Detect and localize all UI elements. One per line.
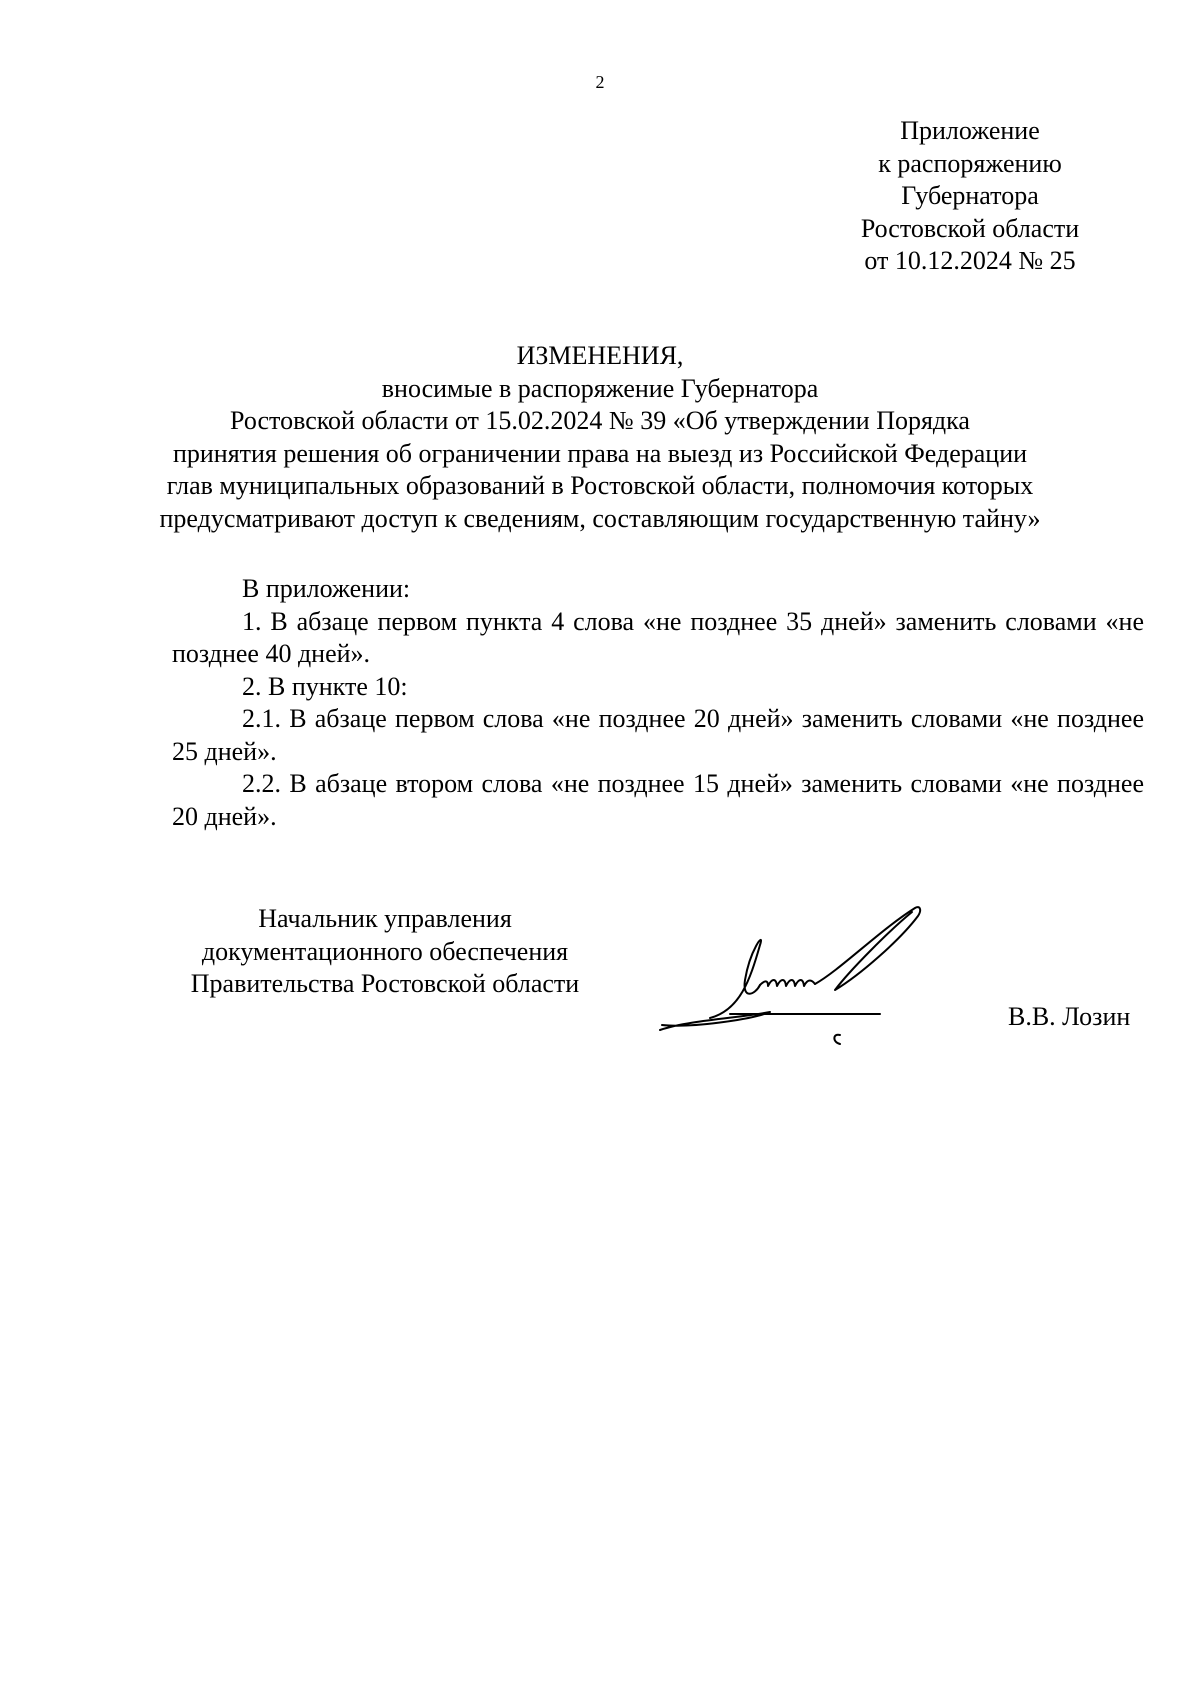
appendix-line: Губернатора xyxy=(901,181,1039,210)
body-intro: В приложении: xyxy=(242,574,411,603)
signer-position-line: Начальник управления xyxy=(258,904,512,933)
appendix-block xyxy=(820,115,1120,278)
title-line: принятия решения об ограничении права на выезд из Российской Федерации xyxy=(172,438,1028,468)
appendix-line: от 10.12.2024 № 25 xyxy=(864,246,1076,275)
appendix-line: к распоряжению xyxy=(878,148,1062,178)
title-line: вносимые в распоряжение Губернатора xyxy=(381,373,819,403)
body-paragraph-2-1: 2.1. В абзаце первом слова «не позднее 20 дней» заменить словами «не позднее 25 дней». xyxy=(172,704,1144,766)
signer-position-line: Правительства Ростовской области xyxy=(190,969,580,998)
title-line: глав муниципальных образований в Ростовской области, полномочия которых xyxy=(166,471,1034,500)
title-line: Ростовской области от 15.02.2024 № 39 «Об утверждении Порядка xyxy=(230,406,970,435)
document-body xyxy=(172,573,1144,833)
appendix-line: Ростовской области xyxy=(860,213,1080,243)
appendix-line: Приложение xyxy=(900,116,1040,145)
body-paragraph-1: 1. В абзаце первом пункта 4 слова «не позднее 35 дней» заменить словами «не позднее 40 дней». xyxy=(172,606,1144,668)
body-paragraph-2: 2. В пункте 10: xyxy=(242,671,408,701)
title-heading: ИЗМЕНЕНИЯ, xyxy=(516,341,684,370)
signer-position-line: документационного обеспечения xyxy=(201,936,569,966)
signer-name: В.В. Лозин xyxy=(1008,1002,1131,1031)
page-number: 2 xyxy=(595,72,605,92)
handwritten-signature xyxy=(650,900,970,1050)
document-title xyxy=(150,340,1050,535)
body-paragraph-2-2: 2.2. В абзаце втором слова «не позднее 15 дней» заменить словами «не позднее 20 дней». xyxy=(172,769,1144,831)
title-line: предусматривают доступ к сведениям, составляющим государственную тайну» xyxy=(159,503,1041,533)
signer-position xyxy=(165,903,605,1001)
